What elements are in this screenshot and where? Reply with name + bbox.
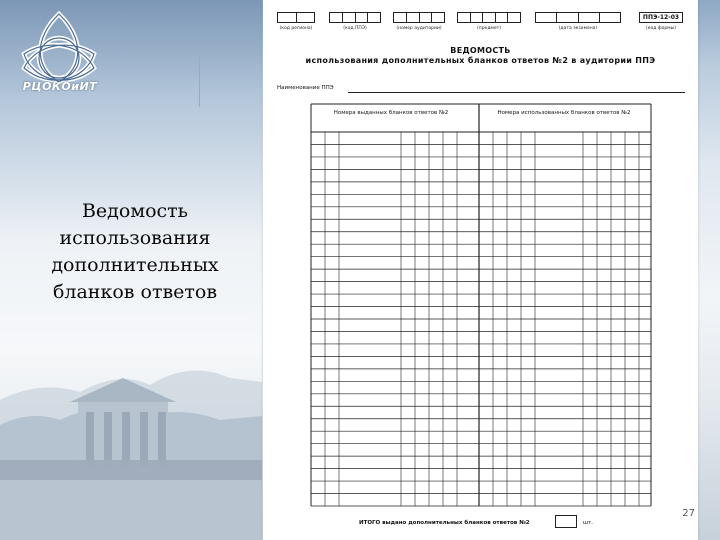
form-document [263, 0, 698, 540]
divider-line [199, 55, 200, 107]
column-header-used: Номера использованных бланков ответов №2 [497, 110, 631, 116]
total-label: ИТОГО выдано дополнительных бланков ответов №2 [359, 520, 530, 526]
title-line: использования [59, 227, 211, 249]
caption-region: (код региона) [279, 26, 313, 31]
title-line: Ведомость [81, 200, 189, 222]
slide-title [20, 198, 250, 306]
total-unit: шт. [583, 520, 593, 526]
title-line: бланков ответов [52, 281, 218, 303]
title-main: ВЕДОМОСТЬ [450, 46, 511, 55]
title-line: дополнительных [51, 254, 219, 276]
title-sub: использования дополнительных бланков ответов №2 в аудитории ППЭ [305, 56, 656, 65]
form-code: ППЭ-12-03 [639, 12, 683, 23]
total-count-box[interactable] [555, 515, 577, 528]
blanks-table-grid [263, 0, 698, 540]
caption-ppe: (код ППЭ) [343, 26, 367, 31]
caption-date: (дата экзамена) [558, 26, 598, 31]
caption-subject: (предмет) [477, 26, 501, 31]
caption-form-code: (код формы) [646, 26, 676, 31]
logo-text: РЦОКОиИТ [22, 80, 98, 93]
ppe-name-label: Наименование ППЭ [277, 85, 334, 91]
slide-number: 27 [682, 508, 695, 519]
caption-auditorium: (номер аудитории) [396, 26, 442, 31]
city-skyline-image [0, 330, 262, 540]
column-header-issued: Номера выданных бланков ответов №2 [333, 110, 449, 116]
